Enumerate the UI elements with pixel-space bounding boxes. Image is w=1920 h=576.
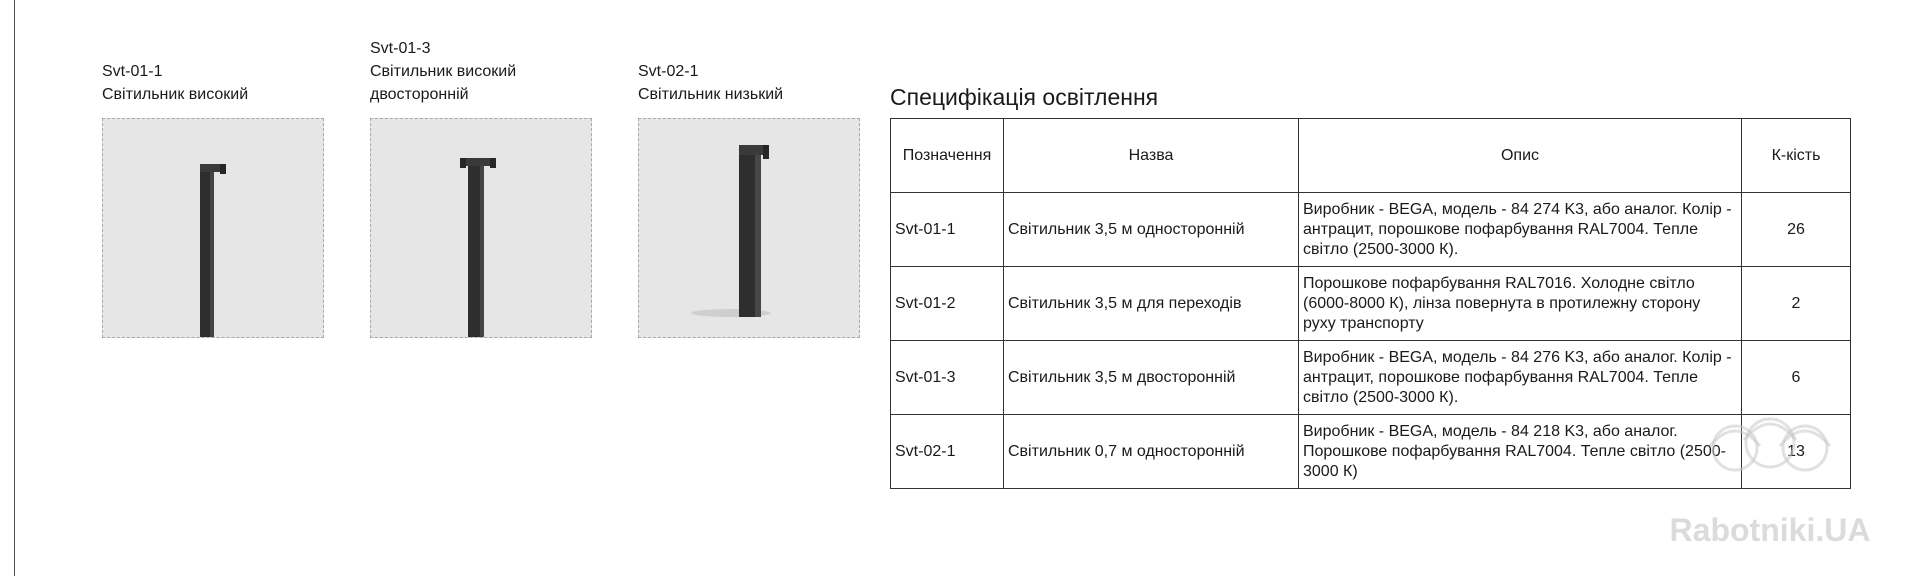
table-row — [891, 193, 1851, 267]
lamp-card-svt-01-1 — [102, 60, 324, 106]
cell-desc: Порошкове пофарбування RAL7016. Холодне світло (6000-8000 К), лінза повернута в протилежну сторону руху транспорту — [1299, 267, 1742, 341]
cell-code: Svt-01-1 — [891, 193, 1004, 267]
cell-name: Світильник 3,5 м односторонній — [1004, 193, 1299, 267]
lamp-code: Svt-01-1 — [102, 63, 163, 80]
cell-name: Світильник 3,5 м для переходів — [1004, 267, 1299, 341]
cell-qty: 13 — [1742, 415, 1851, 489]
header-qty: К-кість — [1742, 119, 1851, 193]
lamp-image-svt-01-1 — [102, 118, 324, 338]
cell-desc: Виробник - BEGA, модель - 84 218 K3, або аналог. Порошкове пофарбування RAL7004. Тепле світло (2500-3000 К) — [1299, 415, 1742, 489]
lamp-name: Світильник високий двосторонній — [370, 63, 517, 103]
cell-desc: Виробник - BEGA, модель - 84 274 K3, або аналог. Колір - антрацит, порошкове пофарбування RAL7004. Тепле світло (2500-3000 К). — [1299, 193, 1742, 267]
cell-code: Svt-01-3 — [891, 341, 1004, 415]
lamp-image-svt-01-3 — [370, 118, 592, 338]
header-desc: Опис — [1299, 119, 1742, 193]
lamp-card-svt-02-1 — [638, 60, 860, 106]
lamp-name: Світильник низький — [638, 86, 784, 103]
spec-table — [890, 118, 1851, 489]
table-row — [891, 267, 1851, 341]
spec-title: Специфікація освітлення — [890, 84, 1159, 110]
lamp-illustration — [103, 119, 323, 337]
table-header-row — [891, 119, 1851, 193]
header-code: Позначення — [891, 119, 1004, 193]
header-name: Назва — [1004, 119, 1299, 193]
table-row — [891, 415, 1851, 489]
lamp-card-svt-01-3 — [370, 37, 592, 106]
cell-qty: 26 — [1742, 193, 1851, 267]
lamp-illustration — [639, 119, 859, 337]
cell-code: Svt-02-1 — [891, 415, 1004, 489]
lamp-code: Svt-01-3 — [370, 40, 431, 57]
cell-name: Світильник 3,5 м двосторонній — [1004, 341, 1299, 415]
cell-desc: Виробник - BEGA, модель - 84 276 K3, або аналог. Колір - антрацит, порошкове пофарбування RAL7004. Тепле світло (2500-3000 К). — [1299, 341, 1742, 415]
lamp-name: Світильник високий — [102, 86, 249, 103]
lamp-illustration — [371, 119, 591, 337]
lamp-image-svt-02-1 — [638, 118, 860, 338]
cell-qty: 6 — [1742, 341, 1851, 415]
cell-name: Світильник 0,7 м односторонній — [1004, 415, 1299, 489]
left-frame-line — [14, 0, 15, 576]
table-row — [891, 341, 1851, 415]
cell-qty: 2 — [1742, 267, 1851, 341]
lamp-code: Svt-02-1 — [638, 63, 699, 80]
watermark-text: Rabotniki.UA — [1669, 512, 1871, 548]
cell-code: Svt-01-2 — [891, 267, 1004, 341]
